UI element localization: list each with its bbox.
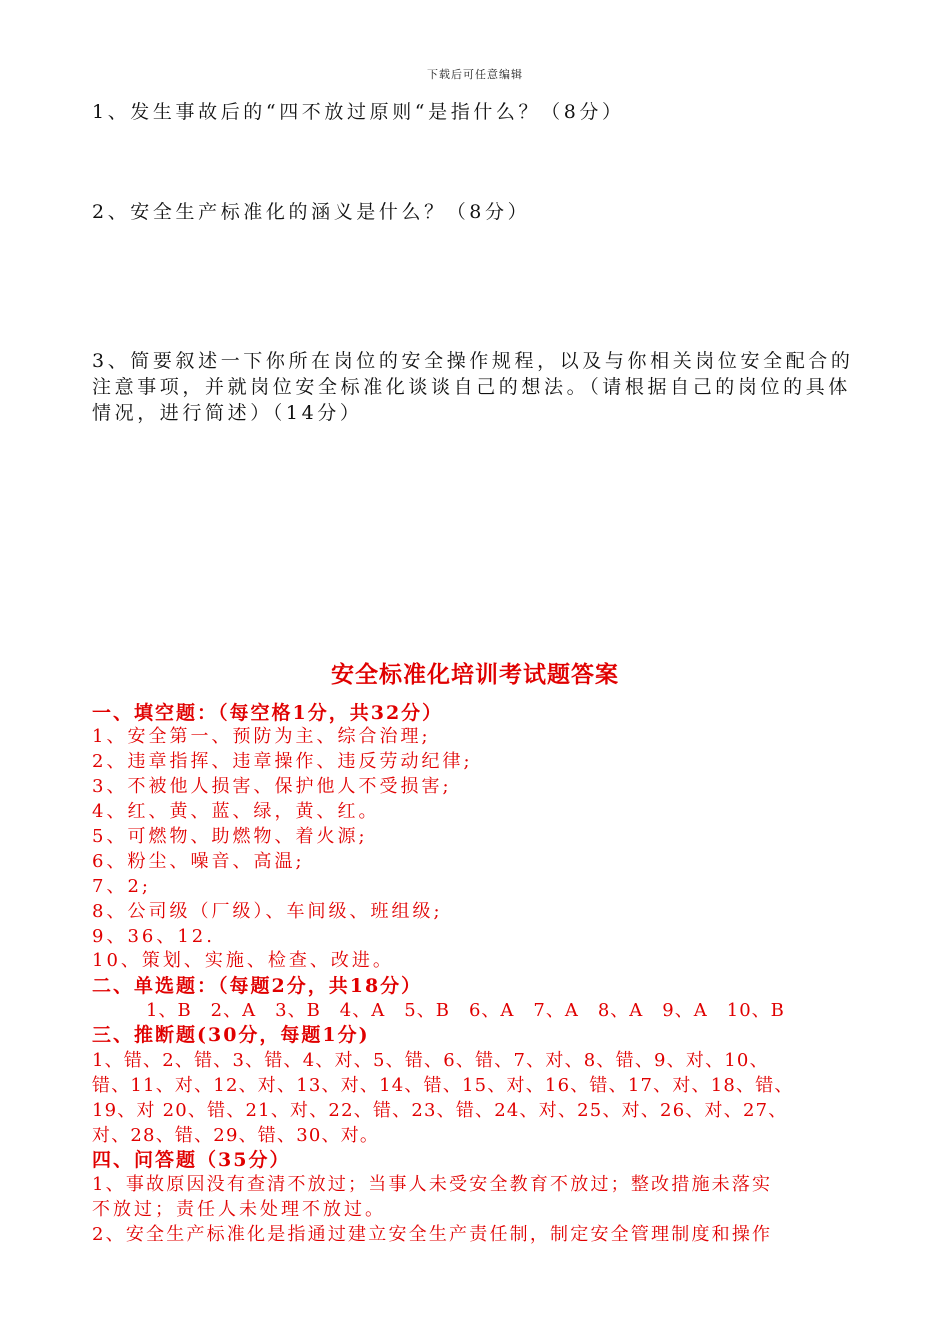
fill-answer-8: 8、公司级（厂级）、车间级、班组级; xyxy=(92,901,443,922)
question-3-line-2: 注意事项，并就岗位安全标准化谈谈自己的想法。（请根据自己的岗位的具体 xyxy=(92,376,851,398)
fill-answer-3: 3、不被他人损害、保护他人不受损害; xyxy=(92,776,452,797)
fill-answer-4: 4、红、黄、蓝、绿，黄、红。 xyxy=(92,801,380,822)
judge-answers-line-3: 19、对 20、错、21、对、22、错、23、错、24、对、25、对、26、对、27、 xyxy=(92,1100,788,1121)
qa-answer-2-line-1: 2、安全生产标准化是指通过建立安全生产责任制，制定安全管理制度和操作 xyxy=(92,1224,773,1245)
fill-answer-9: 9、36、12. xyxy=(92,926,215,947)
section-fill-heading: 一、填空题：（每空格1分，共32分） xyxy=(92,702,444,724)
fill-answer-10: 10、策划、实施、检查、改进。 xyxy=(92,950,394,971)
question-3-line-3: 情况，进行简述）（14分） xyxy=(92,402,363,424)
judge-answers-line-1: 1、错、2、错、3、错、4、对、5、错、6、错、7、对、8、错、9、对、10、 xyxy=(92,1050,769,1071)
fill-answer-6: 6、粉尘、噪音、高温; xyxy=(92,851,305,872)
fill-answer-1: 1、安全第一、预防为主、综合治理; xyxy=(92,726,431,747)
judge-answers-line-2: 错、11、对、12、对、13、对、14、错、15、对、16、错、17、对、18、错、 xyxy=(92,1075,794,1096)
fill-answer-2: 2、违章指挥、违章操作、违反劳动纪律; xyxy=(92,751,473,772)
question-1: 1、发生事故后的“四不放过原则“是指什么？（8分） xyxy=(92,101,625,123)
fill-answer-7: 7、2; xyxy=(92,876,151,897)
section-qa-heading: 四、问答题（35分） xyxy=(92,1149,291,1171)
fill-answer-5: 5、可燃物、助燃物、着火源; xyxy=(92,826,368,847)
page-header: 下载后可任意编辑 xyxy=(427,68,523,81)
answer-title: 安全标准化培训考试题答案 xyxy=(331,661,619,688)
question-3-line-1: 3、简要叙述一下你所在岗位的安全操作规程，以及与你相关岗位安全配合的 xyxy=(92,350,854,372)
single-answers: 1、B 2、A 3、B 4、A 5、B 6、A 7、A 8、A 9、A 10、B xyxy=(146,1000,785,1021)
section-single-heading: 二、单选题：（每题2分，共18分） xyxy=(92,975,423,997)
qa-answer-1-line-1: 1、事故原因没有查清不放过；当事人未受安全教育不放过；整改措施未落实 xyxy=(92,1174,773,1195)
judge-answers-line-4: 对、28、错、29、错、30、对。 xyxy=(92,1125,380,1146)
section-judge-heading: 三、推断题(30分，每题1分) xyxy=(92,1024,370,1046)
qa-answer-1-line-2: 不放过；责任人未处理不放过。 xyxy=(92,1199,386,1220)
question-2: 2、安全生产标准化的涵义是什么？（8分） xyxy=(92,201,531,223)
